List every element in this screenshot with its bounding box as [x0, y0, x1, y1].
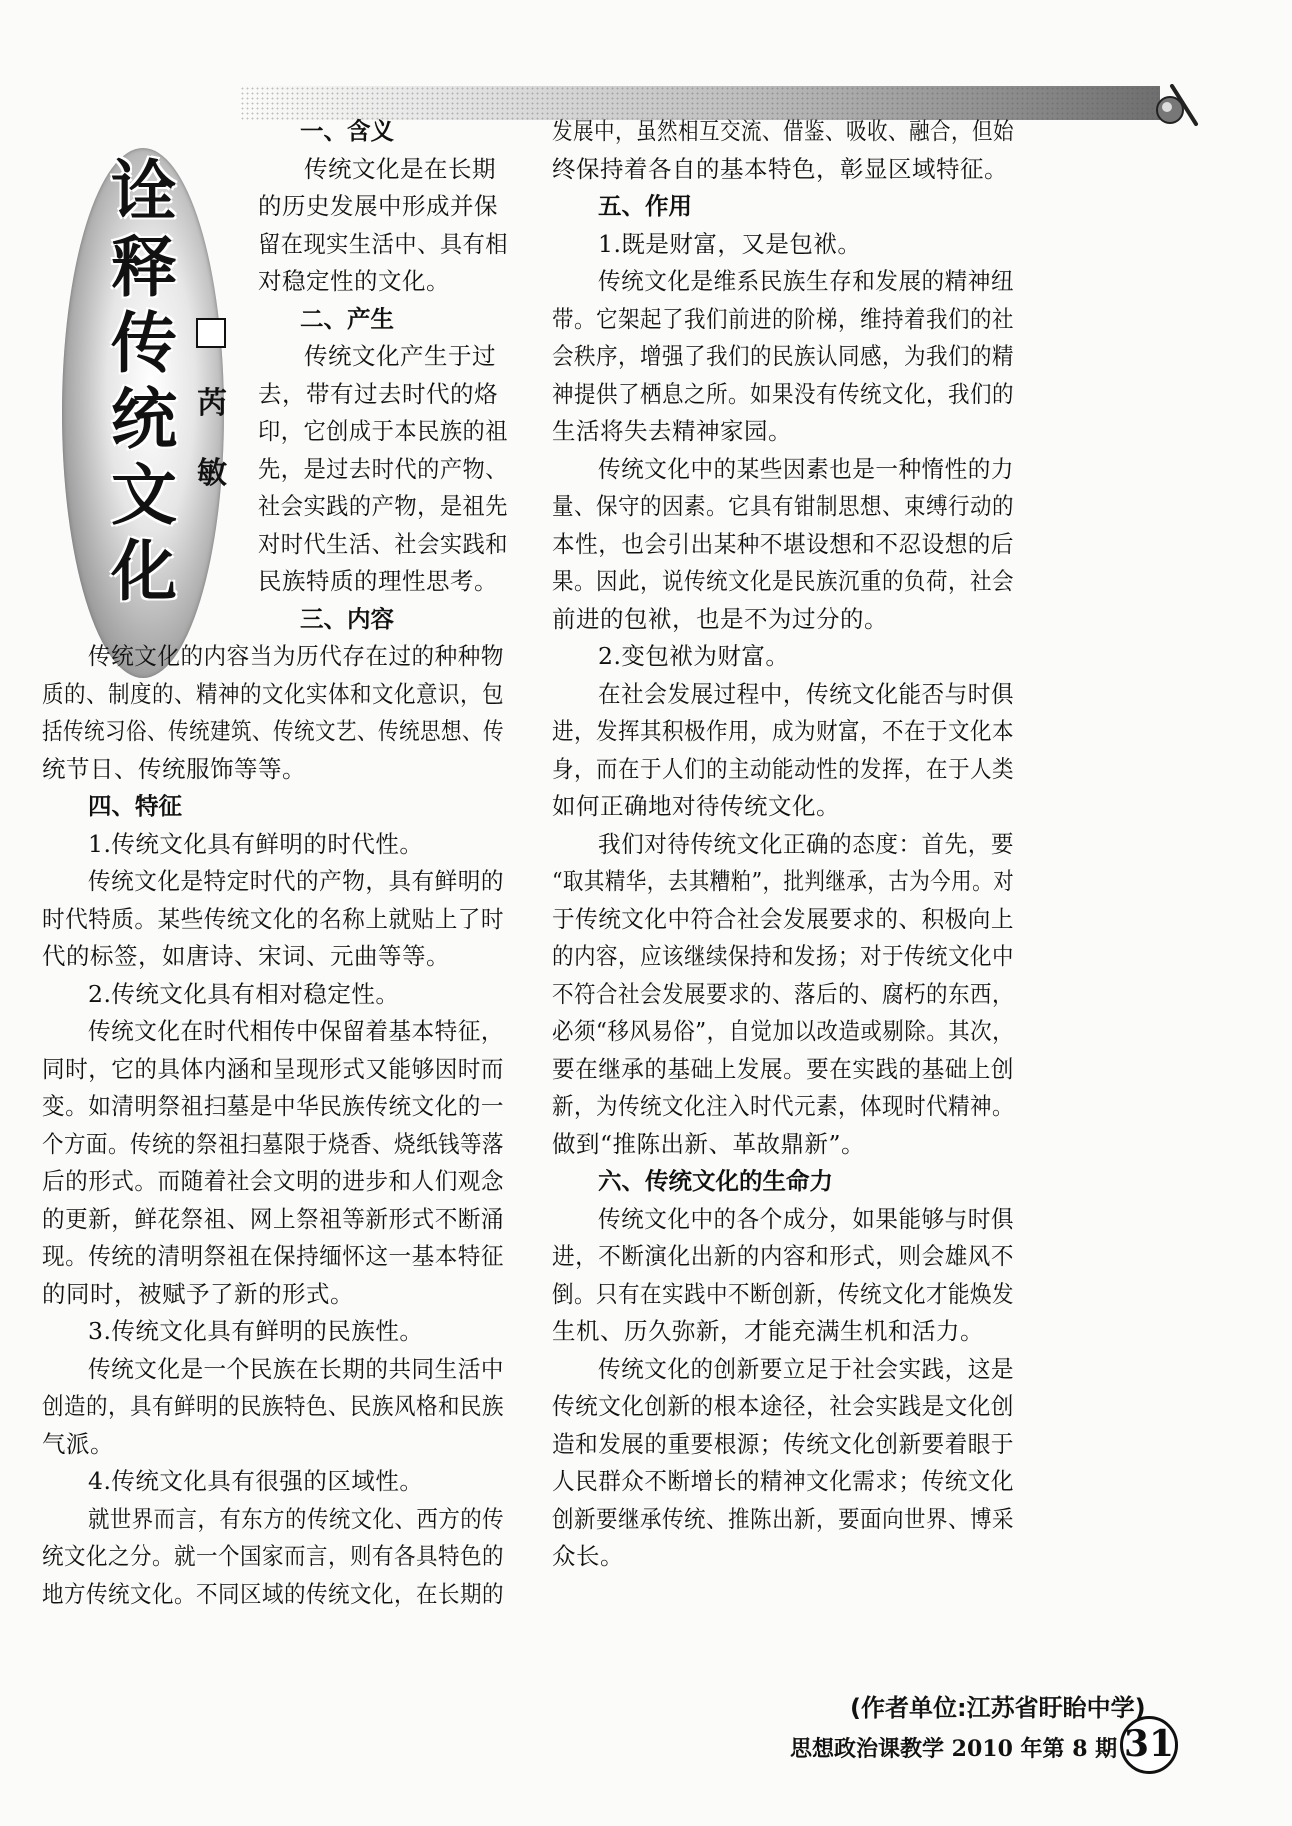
- text-line: 变。如清明祭祖扫墓是中华民族传统文化的一: [42, 1092, 504, 1120]
- text-line: 统文化之分。就一个国家而言，则有各具特色的: [42, 1542, 504, 1570]
- text-line: 同时，它的具体内涵和呈现形式又能够因时而: [42, 1054, 504, 1083]
- title-char: 释: [111, 229, 177, 306]
- text-line: 前进的包袱，也是不为过分的。: [552, 604, 888, 633]
- author-name-char: 敏: [197, 456, 227, 491]
- text-line: 去，带有过去时代的烙: [258, 379, 498, 408]
- section-heading: 一、含义: [300, 117, 394, 145]
- text-line: 我们对待传统文化正确的态度：首先，要: [598, 829, 1014, 858]
- text-line: 地方传统文化。不同区域的传统文化，在长期的: [42, 1579, 504, 1608]
- section-heading: 二、产生: [300, 304, 394, 333]
- text-line: 必须“移风易俗”，自觉加以改造或剔除。其次，: [552, 1017, 1015, 1045]
- text-line: 要在继承的基础上发展。要在实践的基础上创: [552, 1054, 1014, 1083]
- text-line: 做到“推陈出新、革故鼎新”。: [552, 1129, 866, 1158]
- text-line: 创新要继承传统、推陈出新，要面向世界、博采: [552, 1504, 1014, 1533]
- text-line: 倒。只有在实践中不断创新，传统文化才能焕发: [552, 1279, 1014, 1308]
- page-number: 31: [1120, 1716, 1178, 1774]
- text-line: 印，它创成于本民族的祖: [258, 417, 508, 445]
- brush-icon: [1150, 84, 1200, 128]
- text-line: 神提供了栖息之所。如果没有传统文化，我们的: [552, 379, 1014, 408]
- text-line: 生机、历久弥新，才能充满生机和活力。: [552, 1317, 984, 1345]
- text-line: 传统文化产生于过: [304, 342, 496, 370]
- text-line: 代的标签，如唐诗、宋词、元曲等等。: [42, 942, 450, 970]
- text-line: 进，发挥其积极作用，成为财富，不在于文化本: [552, 717, 1014, 745]
- text-line: 的更新，鲜花祭祖、网上祭祖等新形式不断涌: [42, 1204, 504, 1233]
- text-line: 2.变包袱为财富。: [598, 642, 790, 670]
- text-line: 统节日、传统服饰等等。: [42, 754, 306, 783]
- text-line: 终保持着各自的基本特色，彰显区域特征。: [552, 154, 1008, 183]
- text-line: 民族特质的理性思考。: [258, 567, 498, 595]
- text-line: 1.既是财富，又是包袱。: [598, 229, 862, 258]
- text-line: 众长。: [552, 1542, 624, 1570]
- title-char: 传: [111, 305, 177, 382]
- title-char: 文: [111, 457, 177, 534]
- author-affiliation: (作者单位:江苏省盱眙中学): [850, 1694, 1146, 1722]
- text-line: 对时代生活、社会实践和: [258, 529, 508, 558]
- text-line: 传统文化是维系民族生存和发展的精神纽: [598, 267, 1014, 295]
- text-line: 进，不断演化出新的内容和形式，则会雄风不: [552, 1242, 1014, 1270]
- text-line: 质的、制度的、精神的文化实体和文化意识，包: [42, 679, 504, 708]
- text-line: 果。因此，说传统文化是民族沉重的负荷，社会: [552, 567, 1014, 595]
- text-line: 生活将失去精神家园。: [552, 417, 792, 445]
- text-line: 在社会发展过程中，传统文化能否与时俱: [598, 679, 1014, 708]
- text-line: 3.传统文化具有鲜明的民族性。: [88, 1317, 424, 1345]
- text-line: 传统文化是一个民族在长期的共同生活中: [88, 1354, 504, 1383]
- text-line: 的内容，应该继续保持和发扬；对于传统文化中: [552, 942, 1014, 970]
- title-char: 化: [111, 533, 177, 610]
- text-line: 1.传统文化具有鲜明的时代性。: [88, 829, 424, 858]
- author-marker: [196, 318, 226, 348]
- text-line: 传统文化中的某些因素也是一种惰性的力: [598, 454, 1014, 483]
- text-line: 个方面。传统的祭祖扫墓限于烧香、烧纸钱等落: [42, 1129, 504, 1158]
- title-char: 统: [111, 381, 177, 458]
- text-line: 传统文化的内容当为历代存在过的种种物: [88, 642, 504, 670]
- text-line: 传统文化在时代相传中保留着基本特征，: [88, 1017, 504, 1045]
- text-line: 人民群众不断增长的精神文化需求；传统文化: [552, 1467, 1014, 1495]
- text-line: 量、保守的因素。它具有钳制思想、束缚行动的: [552, 492, 1014, 520]
- section-heading: 五、作用: [598, 192, 692, 220]
- text-line: 传统文化是在长期: [304, 154, 496, 183]
- text-line: 括传统习俗、传统建筑、传统文艺、传统思想、传: [42, 717, 504, 745]
- text-line: “取其精华，去其糟粕”，批判继承，古为今用。对: [552, 867, 1015, 895]
- text-line: 的历史发展中形成并保: [258, 192, 498, 220]
- text-line: 新，为传统文化注入时代元素，体现时代精神。: [552, 1092, 1014, 1120]
- text-line: 就世界而言，有东方的传统文化、西方的传: [88, 1504, 504, 1533]
- text-line: 不符合社会发展要求的、落后的、腐朽的东西，: [552, 979, 1014, 1008]
- text-line: 传统文化是特定时代的产物，具有鲜明的: [88, 867, 504, 895]
- text-line: 身，而在于人们的主动能动性的发挥，在于人类: [552, 754, 1014, 783]
- text-line: 先，是过去时代的产物、: [258, 454, 508, 483]
- text-line: 传统文化的创新要立足于社会实践，这是: [598, 1354, 1014, 1383]
- text-line: 带。它架起了我们前进的阶梯，维持着我们的社: [552, 304, 1014, 333]
- text-line: 留在现实生活中、具有相: [258, 229, 508, 258]
- section-heading: 三、内容: [300, 604, 394, 633]
- text-line: 发展中，虽然相互交流、借鉴、吸收、融合，但始: [552, 117, 1014, 145]
- text-line: 现。传统的清明祭祖在保持缅怀这一基本特征: [42, 1242, 504, 1270]
- text-line: 传统文化中的各个成分，如果能够与时俱: [598, 1204, 1014, 1233]
- section-heading: 六、传统文化的生命力: [598, 1167, 833, 1195]
- text-line: 气派。: [42, 1429, 114, 1458]
- text-line: 社会实践的产物，是祖先: [258, 492, 508, 520]
- title-char: 诠: [111, 153, 177, 230]
- journal-footer: 思想政治课教学 2010 年第 8 期: [790, 1736, 1118, 1762]
- text-line: 创造的，具有鲜明的民族特色、民族风格和民族: [42, 1392, 504, 1420]
- text-line: 造和发展的重要根源；传统文化创新要着眼于: [552, 1429, 1014, 1458]
- text-line: 时代特质。某些传统文化的名称上就贴上了时: [42, 904, 504, 933]
- text-line: 4.传统文化具有很强的区域性。: [88, 1467, 424, 1495]
- text-line: 传统文化创新的根本途径，社会实践是文化创: [552, 1392, 1014, 1420]
- text-line: 后的形式。而随着社会文明的进步和人们观念: [42, 1167, 504, 1195]
- section-heading: 四、特征: [88, 792, 182, 820]
- text-line: 如何正确地对待传统文化。: [552, 792, 840, 820]
- text-line: 会秩序，增强了我们的民族认同感，为我们的精: [552, 342, 1014, 370]
- text-line: 2.传统文化具有相对稳定性。: [88, 979, 400, 1008]
- text-line: 于传统文化中符合社会发展要求的、积极向上: [552, 904, 1014, 933]
- text-line: 本性，也会引出某种不堪设想和不忍设想的后: [552, 529, 1014, 558]
- author-name-char: 芮: [197, 386, 227, 421]
- text-line: 的同时，被赋予了新的形式。: [42, 1279, 354, 1308]
- text-line: 对稳定性的文化。: [258, 267, 450, 295]
